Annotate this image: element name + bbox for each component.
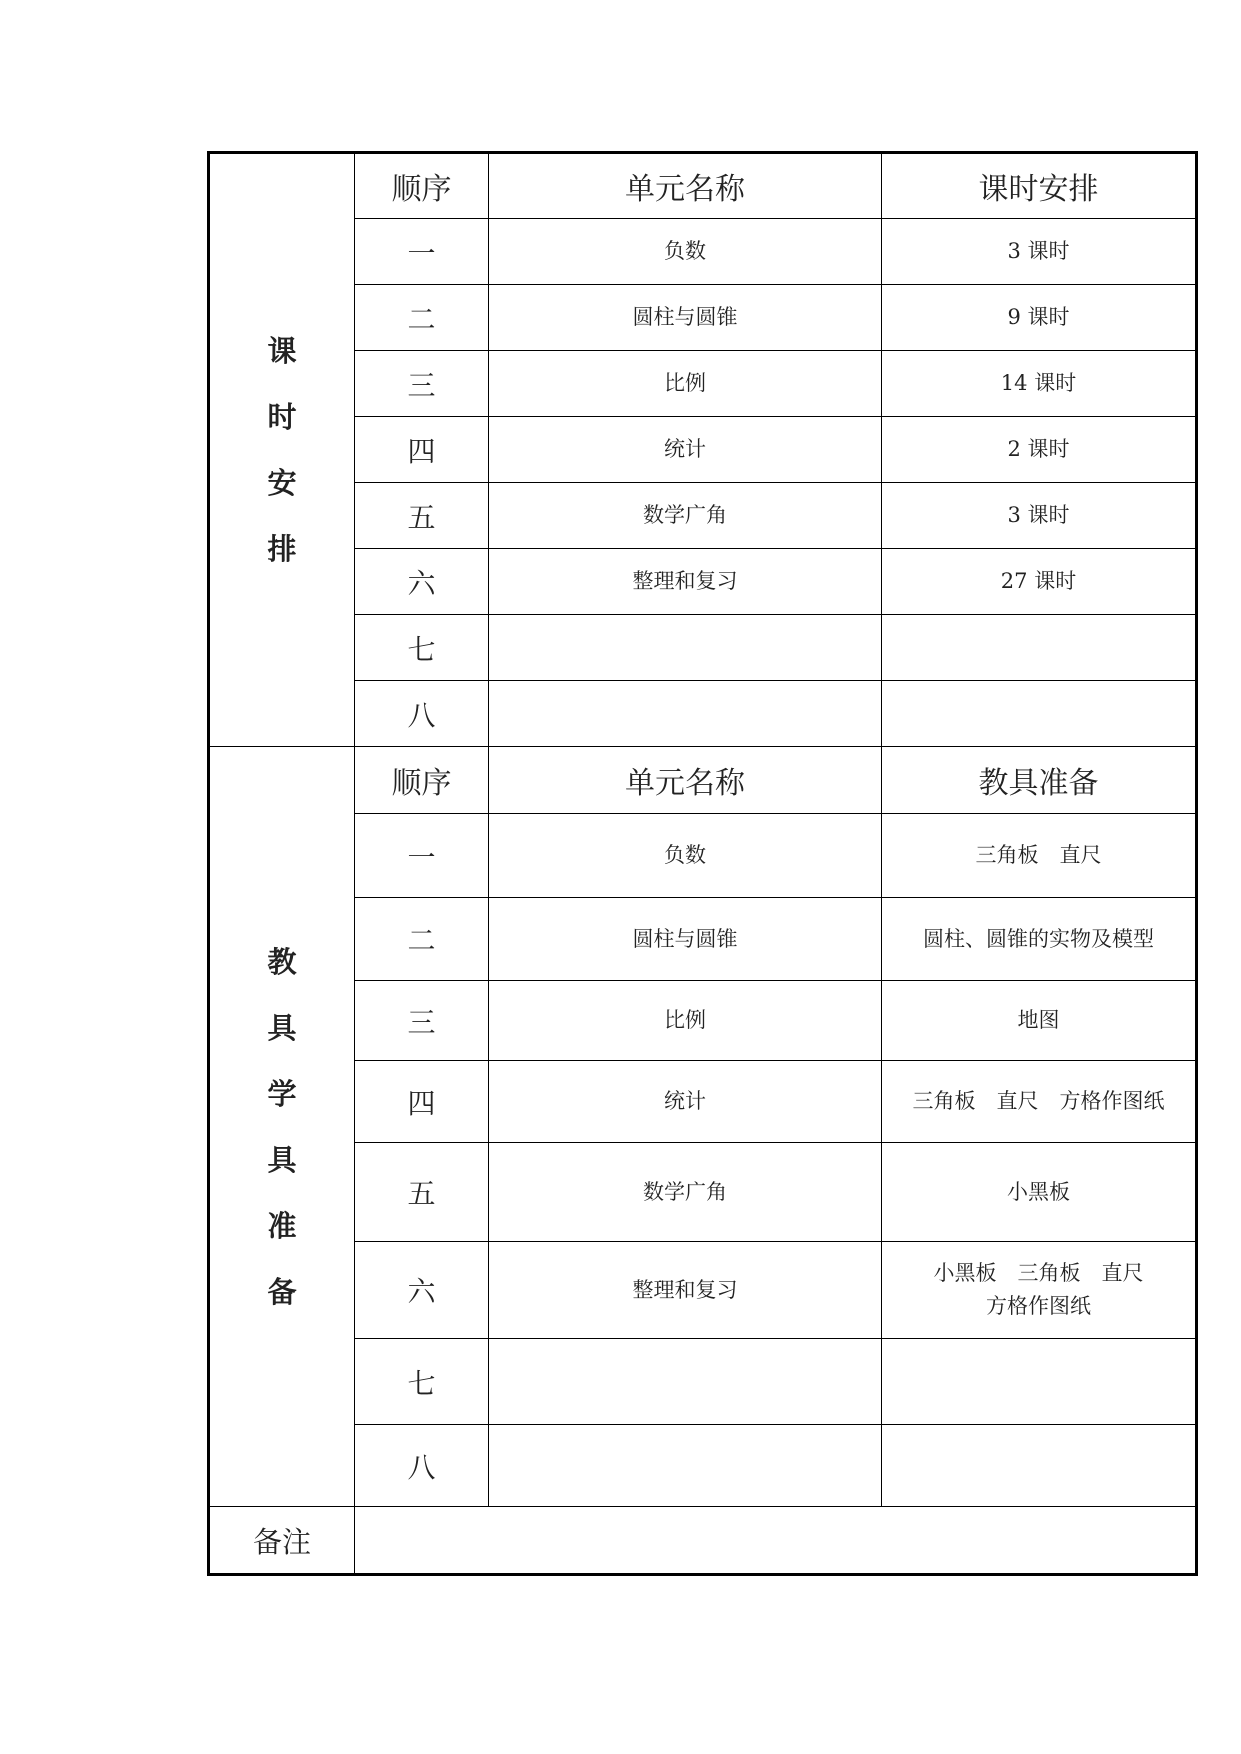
tools-row xyxy=(209,1061,1197,1143)
schedule-row xyxy=(209,483,1197,549)
lesson-hours: 9 课时 xyxy=(882,285,1197,351)
unit-name: 比例 xyxy=(489,981,882,1061)
equipment xyxy=(882,1339,1197,1425)
remarks-label: 备注 xyxy=(209,1507,355,1575)
equipment: 地图 xyxy=(882,981,1197,1061)
tools-header-order: 顺序 xyxy=(355,747,489,814)
schedule-row xyxy=(209,615,1197,681)
unit-name: 圆柱与圆锥 xyxy=(489,285,882,351)
equipment-line-2: 方格作图纸 xyxy=(986,1294,1091,1318)
order-number: 六 xyxy=(355,1242,489,1339)
tools-header-equipment: 教具准备 xyxy=(882,747,1197,814)
schedule-header-order: 顺序 xyxy=(355,153,489,219)
schedule-row xyxy=(209,219,1197,285)
unit-name: 统计 xyxy=(489,417,882,483)
order-number: 四 xyxy=(355,417,489,483)
schedule-header-unit: 单元名称 xyxy=(489,153,882,219)
unit-name xyxy=(489,681,882,747)
lesson-hours: 14 课时 xyxy=(882,351,1197,417)
order-number: 六 xyxy=(355,549,489,615)
equipment: 小黑板 xyxy=(882,1143,1197,1242)
schedule-header-row xyxy=(209,153,1197,219)
tools-header-unit: 单元名称 xyxy=(489,747,882,814)
equipment: 三角板 直尺 方格作图纸 xyxy=(882,1061,1197,1143)
unit-name xyxy=(489,1425,882,1507)
equipment xyxy=(882,1242,1197,1339)
unit-name: 比例 xyxy=(489,351,882,417)
schedule-row xyxy=(209,549,1197,615)
equipment xyxy=(882,1425,1197,1507)
unit-name xyxy=(489,615,882,681)
order-number: 七 xyxy=(355,615,489,681)
unit-name: 圆柱与圆锥 xyxy=(489,898,882,981)
order-number: 三 xyxy=(355,351,489,417)
lesson-hours: 3 课时 xyxy=(882,219,1197,285)
unit-name: 统计 xyxy=(489,1061,882,1143)
tools-row xyxy=(209,1339,1197,1425)
schedule-row xyxy=(209,417,1197,483)
unit-name xyxy=(489,1339,882,1425)
order-number: 八 xyxy=(355,1425,489,1507)
equipment-line-1: 小黑板 三角板 直尺 xyxy=(933,1261,1144,1285)
order-number: 一 xyxy=(355,814,489,898)
schedule-row xyxy=(209,285,1197,351)
order-number: 五 xyxy=(355,1143,489,1242)
equipment: 圆柱、圆锥的实物及模型 xyxy=(882,898,1197,981)
order-number: 三 xyxy=(355,981,489,1061)
unit-name: 数学广角 xyxy=(489,483,882,549)
schedule-row xyxy=(209,351,1197,417)
unit-name: 整理和复习 xyxy=(489,1242,882,1339)
schedule-side-label: 课 时 安 排 xyxy=(209,153,355,747)
unit-name: 负数 xyxy=(489,219,882,285)
order-number: 二 xyxy=(355,285,489,351)
tools-row xyxy=(209,981,1197,1061)
tools-header-row xyxy=(209,747,1197,814)
order-number: 四 xyxy=(355,1061,489,1143)
schedule-row xyxy=(209,681,1197,747)
lesson-hours xyxy=(882,615,1197,681)
order-number: 五 xyxy=(355,483,489,549)
lesson-hours: 2 课时 xyxy=(882,417,1197,483)
lesson-hours: 3 课时 xyxy=(882,483,1197,549)
remarks-row xyxy=(209,1507,1197,1575)
tools-row xyxy=(209,1425,1197,1507)
tools-row xyxy=(209,1143,1197,1242)
unit-name: 负数 xyxy=(489,814,882,898)
lesson-hours: 27 课时 xyxy=(882,549,1197,615)
lesson-plan-table xyxy=(207,151,1198,1576)
tools-row xyxy=(209,898,1197,981)
order-number: 二 xyxy=(355,898,489,981)
equipment: 三角板 直尺 xyxy=(882,814,1197,898)
tools-row xyxy=(209,814,1197,898)
tools-side-label: 教 具 学 具 准 备 xyxy=(209,747,355,1507)
lesson-hours xyxy=(882,681,1197,747)
order-number: 八 xyxy=(355,681,489,747)
order-number: 七 xyxy=(355,1339,489,1425)
schedule-header-hours: 课时安排 xyxy=(882,153,1197,219)
unit-name: 数学广角 xyxy=(489,1143,882,1242)
tools-row xyxy=(209,1242,1197,1339)
remarks-value xyxy=(355,1507,1197,1575)
order-number: 一 xyxy=(355,219,489,285)
unit-name: 整理和复习 xyxy=(489,549,882,615)
